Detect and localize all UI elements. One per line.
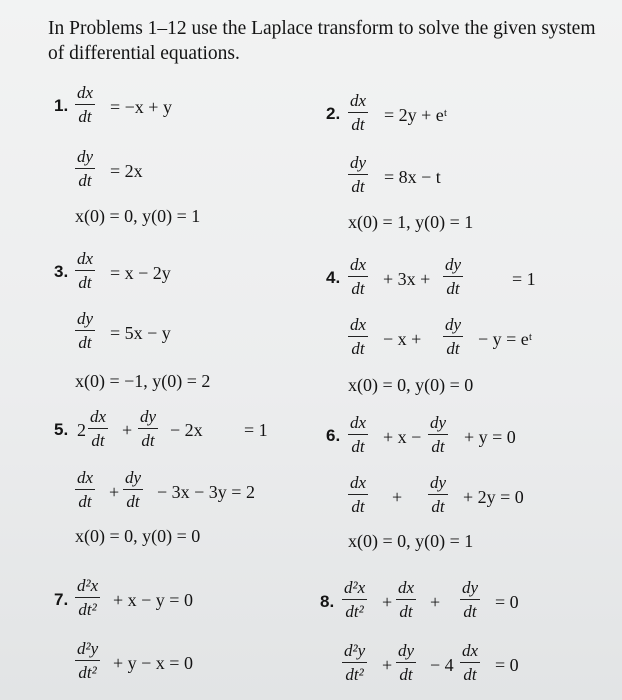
- problem-3-eq2-rhs: = 5x − y: [110, 323, 171, 343]
- problem-2-eq2-rhs: = 8x − t: [384, 167, 441, 187]
- problem-4-eq2-mid: − x +: [383, 329, 422, 349]
- problem-6-initial-conditions: x(0) = 0, y(0) = 1: [348, 531, 474, 551]
- problem-4-dydt: dy dt: [445, 255, 462, 298]
- problem-3-dydt: dy dt: [77, 309, 94, 352]
- problem-4-eq1-mid: + 3x +: [383, 269, 431, 289]
- problem-5-eq1-rhs: = 1: [244, 420, 268, 440]
- problem-7-d2xdt2: d²x dt²: [77, 576, 99, 619]
- problem-3-eq1-rhs: = x − 2y: [110, 263, 171, 283]
- problem-6-eq2-rhs: + 2y = 0: [463, 487, 524, 507]
- problem-4-dxdt: dx dt: [350, 255, 367, 298]
- problem-5-eq1-plus: +: [122, 420, 133, 440]
- problem-7-number: 7.: [54, 590, 69, 609]
- problem-4-number: 4.: [326, 268, 341, 287]
- problem-1-number: 1.: [54, 96, 69, 115]
- problem-8-d2xdt2: d²x dt²: [344, 578, 366, 621]
- problem-6-eq2-dydt: dy dt: [430, 473, 447, 516]
- problem-2-dxdt: dx dt: [350, 91, 367, 134]
- problem-8-eq1-op1: +: [382, 592, 393, 612]
- problem-8-eq1-rhs: = 0: [495, 592, 519, 612]
- problem-3-number: 3.: [54, 262, 69, 281]
- problem-8-dxdt: dx dt: [398, 578, 415, 621]
- problem-7-eq1-rhs: + x − y = 0: [113, 590, 193, 610]
- problem-7-d2ydt2: d²y dt²: [77, 639, 99, 682]
- problem-6-number: 6.: [326, 426, 341, 445]
- problem-5-eq2-tail: − 3x − 3y = 2: [157, 482, 255, 502]
- problem-4-eq2-dydt: dy dt: [445, 315, 462, 358]
- problem-6-dydt: dy dt: [430, 413, 447, 456]
- problem-2-dydt: dy dt: [350, 153, 367, 196]
- problem-8-number: 8.: [320, 592, 335, 611]
- problem-8-eq2-dydt: dy dt: [398, 641, 415, 684]
- problem-8-dydt: dy dt: [462, 578, 479, 621]
- problem-6-eq1-mid: + x −: [383, 427, 422, 447]
- problem-5-eq2-dxdt: dx dt: [77, 468, 94, 511]
- problem-4-initial-conditions: x(0) = 0, y(0) = 0: [348, 375, 474, 395]
- problem-5-dydt: dy dt: [140, 407, 157, 450]
- problem-2-initial-conditions: x(0) = 1, y(0) = 1: [348, 212, 474, 232]
- problem-7-eq2-rhs: + y − x = 0: [113, 653, 193, 673]
- problem-6-eq1-rhs: + y = 0: [464, 427, 516, 447]
- problem-8-eq1-op2: +: [430, 592, 441, 612]
- problem-6-eq2-plus: +: [392, 487, 403, 507]
- problem-8-d2ydt2: d²y dt²: [344, 641, 366, 684]
- problem-2-eq1-rhs: = 2y + eᵗ: [384, 105, 448, 125]
- problem-6-dxdt: dx dt: [350, 413, 367, 456]
- problem-5-initial-conditions: x(0) = 0, y(0) = 0: [75, 526, 201, 546]
- problem-instructions: In Problems 1–12 use the Laplace transform to solve the given system of differential equations.: [48, 18, 596, 64]
- problem-1-dydt: dy dt: [77, 147, 94, 190]
- problem-1-eq2-rhs: = 2x: [110, 161, 143, 181]
- problem-3-initial-conditions: x(0) = −1, y(0) = 2: [75, 371, 211, 391]
- problem-6-eq2-dxdt: dx dt: [350, 473, 367, 516]
- problem-8-eq2-dxdt: dx dt: [462, 641, 479, 684]
- problem-5-number: 5.: [54, 420, 69, 439]
- problem-8-eq2-op1: +: [382, 655, 393, 675]
- problem-5-coefficient: 2: [77, 420, 86, 440]
- problem-5-eq2-dydt: dy dt: [125, 468, 142, 511]
- problem-1-eq1-rhs: = −x + y: [110, 97, 172, 117]
- problem-3-dxdt: dx dt: [77, 249, 94, 292]
- problem-5-eq1-tail: − 2x: [170, 420, 203, 440]
- problem-4-eq1-rhs: = 1: [512, 269, 536, 289]
- problem-4-eq2-dxdt: dx dt: [350, 315, 367, 358]
- problem-4-eq2-rhs: − y = eᵗ: [478, 329, 533, 349]
- problem-1-initial-conditions: x(0) = 0, y(0) = 1: [75, 206, 201, 226]
- problem-8-eq2-rhs: = 0: [495, 655, 519, 675]
- problem-5-eq2-plus: +: [109, 482, 120, 502]
- problem-8-eq2-op2: − 4: [430, 655, 454, 675]
- problem-1-dxdt: dx dt: [77, 83, 94, 126]
- problem-5-dxdt: dx dt: [90, 407, 107, 450]
- problem-2-number: 2.: [326, 104, 341, 123]
